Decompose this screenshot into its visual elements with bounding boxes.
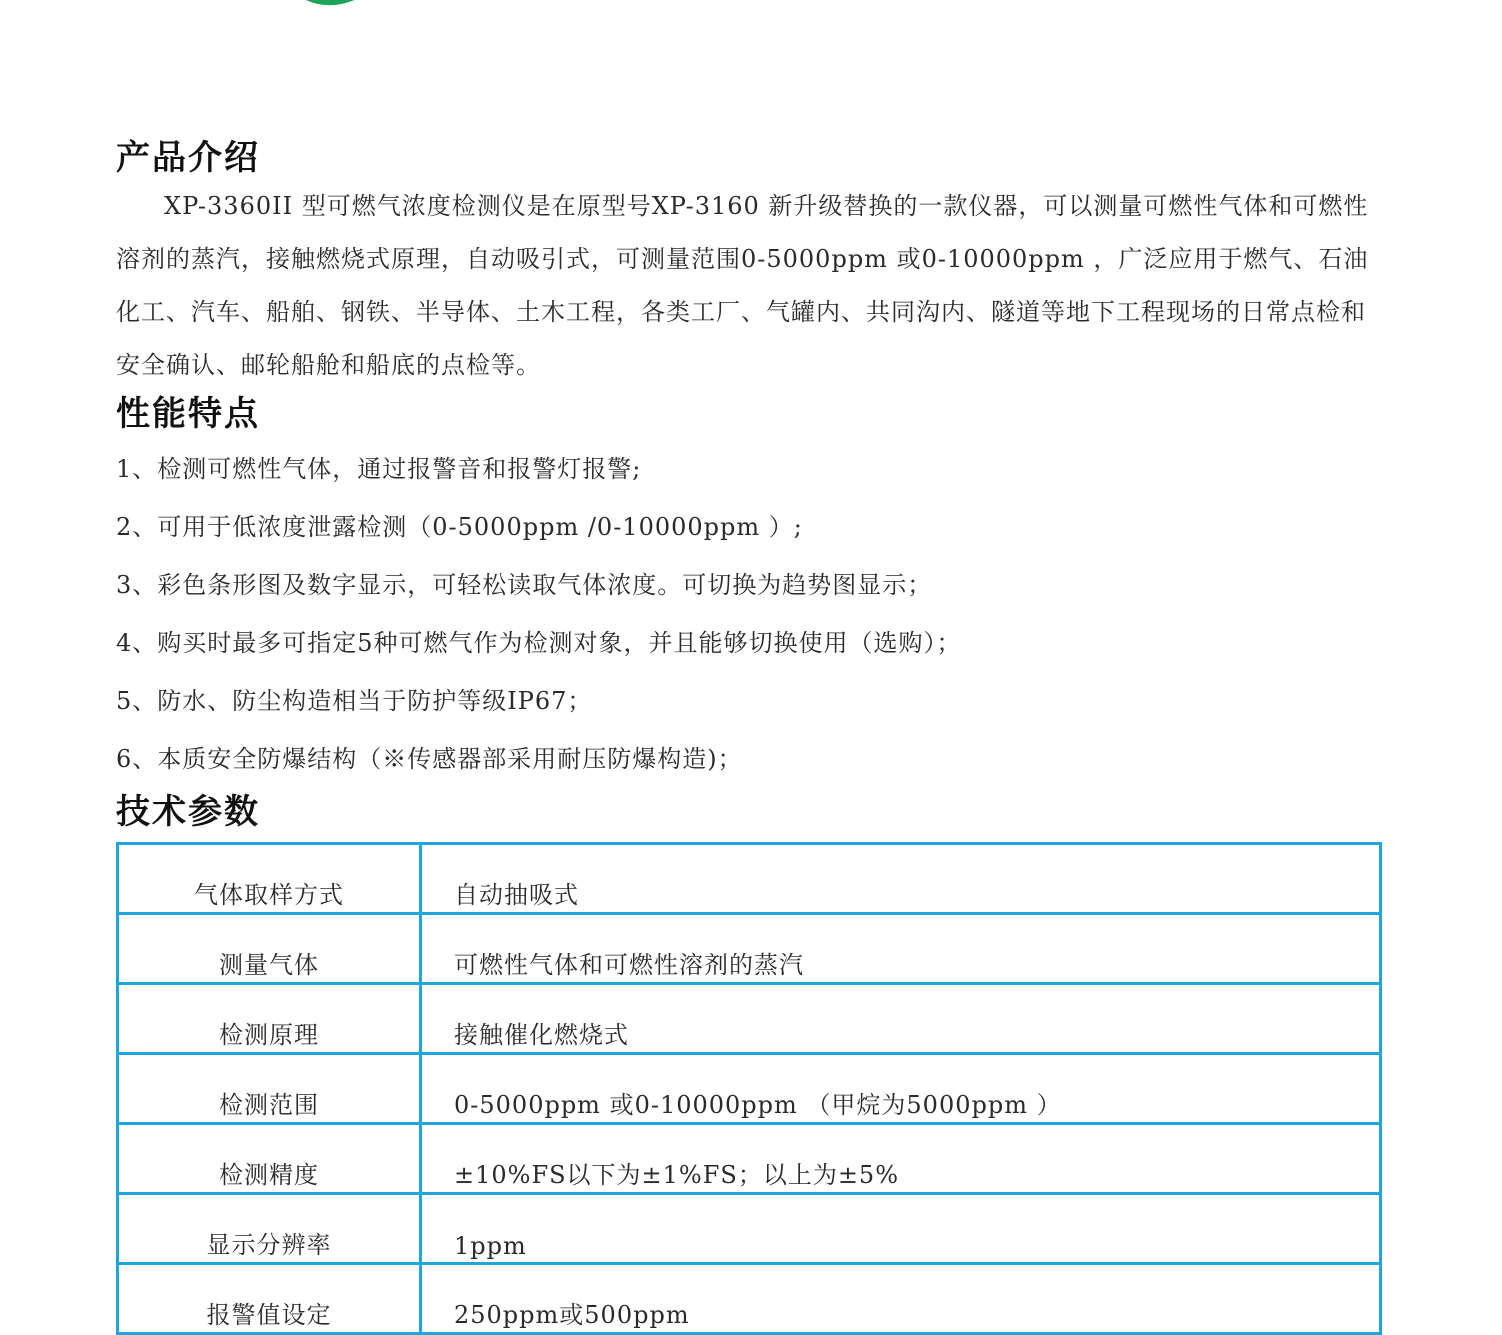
specs-title: 技术参数 [116, 792, 260, 832]
table-row [118, 1124, 1381, 1194]
list-item: 2、可用于低浓度泄露检测（0-5000ppm /0-10000ppm ）; [116, 513, 803, 541]
table-row [118, 844, 1381, 914]
spec-value: 1ppm [421, 1194, 1381, 1264]
list-item: 6、本质安全防爆结构（※传感器部采用耐压防爆构造)； [116, 745, 743, 773]
list-item: 3、彩色条形图及数字显示，可轻松读取气体浓度。可切换为趋势图显示； [116, 571, 933, 599]
list-item: 5、防水、防尘构造相当于防护等级IP67； [116, 687, 593, 715]
spec-label: 气体取样方式 [118, 844, 421, 914]
features-title: 性能特点 [116, 394, 260, 434]
spec-label: 检测原理 [118, 984, 421, 1054]
spec-value: 0-5000ppm 或0-10000ppm （甲烷为5000ppm ） [421, 1054, 1381, 1124]
spec-label: 检测范围 [118, 1054, 421, 1124]
logo-arc-icon [265, 0, 405, 32]
document-content [116, 136, 1382, 834]
spec-value: 可燃性气体和可燃性溶剂的蒸汽 [421, 914, 1381, 984]
spec-label: 检测精度 [118, 1124, 421, 1194]
spec-label: 报警值设定 [118, 1264, 421, 1334]
table-row [118, 1194, 1381, 1264]
spec-value: 接触催化燃烧式 [421, 984, 1381, 1054]
table-row [118, 1054, 1381, 1124]
table-row [118, 914, 1381, 984]
spec-label: 显示分辨率 [118, 1194, 421, 1264]
spec-table [116, 842, 1382, 1335]
spec-value: ±10%FS以下为±1%FS；以上为±5% [421, 1124, 1381, 1194]
list-item: 4、购买时最多可指定5种可燃气作为检测对象，并且能够切换使用（选购）； [116, 629, 962, 657]
features-list [116, 440, 1382, 788]
table-row [118, 1264, 1381, 1334]
spec-label: 测量气体 [118, 914, 421, 984]
intro-title: 产品介绍 [116, 138, 260, 178]
list-item: 1、检测可燃性气体，通过报警音和报警灯报警; [116, 455, 642, 483]
spec-value: 自动抽吸式 [421, 844, 1381, 914]
spec-value: 250ppm或500ppm [421, 1264, 1381, 1334]
table-row [118, 984, 1381, 1054]
intro-paragraph: XP-3360II 型可燃气浓度检测仪是在原型号XP-3160 新升级替换的一款仪器，可以测量可燃性气体和可燃性溶剂的蒸汽，接触燃烧式原理，自动吸引式，可测量范围0-5000ppm 或0-10000ppm ，广泛应用于燃气、石油化工、汽车、船舶、钢铁、半导体、土木工程，各类工厂、气罐内、共同沟内、隧道等地下工程现场的日常点检和安全确认、邮轮船舱和船底的点检等。 [116, 192, 1369, 379]
